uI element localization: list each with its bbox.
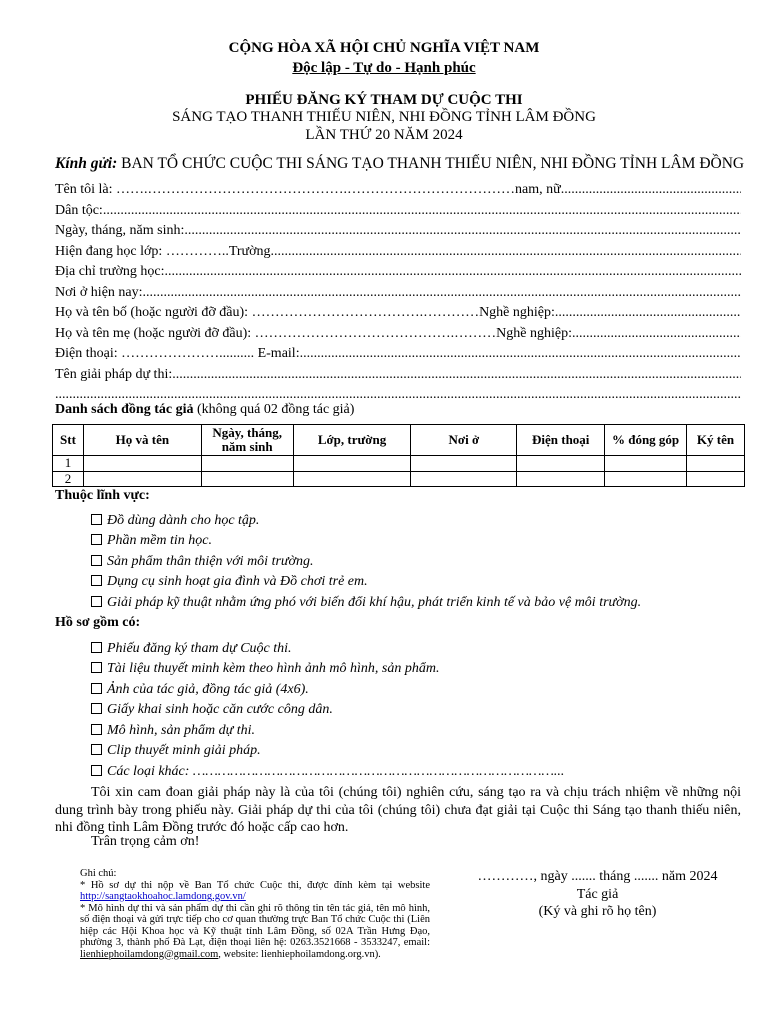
checkbox-climate-solutions[interactable] (91, 595, 641, 611)
col-dob: Ngày, tháng, năm sinh (201, 425, 293, 456)
table-cell[interactable] (293, 471, 411, 487)
checkbox-label: Mô hình, sản phẩm dự thi. (107, 723, 256, 738)
field-class-label: Hiện đang học lớp: …………..Trường (55, 243, 271, 259)
motto (0, 60, 768, 77)
table-cell[interactable] (293, 456, 411, 472)
coauthors-heading (55, 402, 354, 418)
field-school-address[interactable] (55, 262, 741, 283)
field-dob-blank[interactable] (184, 221, 741, 242)
field-residence[interactable] (55, 283, 741, 304)
table-cell[interactable] (411, 471, 517, 487)
field-category-heading: Thuộc lĩnh vực: (55, 488, 150, 503)
checkbox-photos[interactable] (91, 682, 309, 698)
field-mother-label: Họ và tên mẹ (hoặc người đỡ đầu): …………………………………….………Nghề nghiệp: (55, 325, 572, 341)
field-dob-label: Ngày, tháng, năm sinh: (55, 223, 185, 238)
signature-block (450, 868, 745, 921)
signature-role: Tác giả (576, 886, 619, 902)
checkbox-icon[interactable] (91, 642, 102, 653)
table-cell[interactable] (687, 456, 745, 472)
field-school-address-label: Địa chỉ trường học: (55, 264, 165, 279)
field-mother[interactable] (55, 324, 741, 345)
checkbox-registration-form[interactable] (91, 641, 292, 657)
field-father-blank[interactable] (555, 303, 741, 324)
checkbox-label: Sản phẩm thân thiện với môi trường. (107, 554, 314, 569)
coauthors-title: Danh sách đồng tác giả (55, 402, 194, 417)
col-stt: Stt (53, 425, 84, 456)
checkbox-eco-products[interactable] (91, 554, 314, 570)
field-ethnicity[interactable] (55, 201, 741, 222)
checkbox-label: Dụng cụ sinh hoạt gia đình và Đồ chơi trẻ em. (107, 574, 368, 589)
checkbox-icon[interactable] (91, 514, 102, 525)
field-solution-blank[interactable] (172, 365, 741, 386)
checkbox-label: Phần mềm tin học. (107, 533, 212, 548)
table-cell[interactable] (201, 456, 293, 472)
form-title: PHIẾU ĐĂNG KÝ THAM DỰ CUỘC THI (245, 92, 523, 108)
checkbox-label: Giấy khai sinh hoặc căn cước công dân. (107, 702, 333, 717)
checkbox-label: Tài liệu thuyết minh kèm theo hình ảnh mô hình, sản phẩm. (107, 661, 440, 676)
field-ethnicity-label: Dân tộc: (55, 202, 103, 218)
signature-date[interactable]: …………, ngày ....... tháng ....... năm 2024 (477, 869, 718, 884)
table-row (53, 471, 745, 487)
table-cell[interactable] (83, 471, 201, 487)
checkbox-label: Ảnh của tác giả, đồng tác giả (4x6). (107, 682, 309, 697)
table-cell[interactable] (83, 456, 201, 472)
checkbox-icon[interactable] (91, 596, 102, 607)
field-father[interactable] (55, 303, 741, 324)
table-cell[interactable] (517, 456, 605, 472)
notes (80, 868, 430, 960)
col-residence: Nơi ở (411, 425, 517, 456)
row-number: 1 (53, 456, 84, 472)
recipient-line (55, 155, 744, 173)
table-row (53, 456, 745, 472)
field-name-blank[interactable] (561, 180, 741, 201)
note-2 (80, 903, 430, 961)
note-1-text: * Hồ sơ dự thi nộp về Ban Tổ chức Cuộc thi, được đính kèm tại website (80, 879, 430, 891)
table-cell[interactable] (687, 471, 745, 487)
coauthors-note: (không quá 02 đồng tác giả) (193, 402, 355, 417)
checkbox-label: Phiếu đăng ký tham dự Cuộc thi. (107, 641, 292, 656)
field-class[interactable] (55, 242, 741, 263)
recipient-label: Kính gửi: (55, 155, 118, 172)
checkbox-description[interactable] (91, 661, 439, 677)
signature-hint: (Ký và ghi rõ họ tên) (538, 904, 657, 919)
checkbox-icon[interactable] (91, 662, 102, 673)
documents-heading: Hồ sơ gồm có: (55, 615, 141, 630)
checkbox-icon[interactable] (91, 534, 102, 545)
table-header-row (53, 425, 745, 456)
thanks: Trân trọng cảm ơn! (91, 834, 200, 849)
col-phone: Điện thoại (517, 425, 605, 456)
coauthors-table (52, 424, 745, 487)
checkbox-icon[interactable] (91, 555, 102, 566)
checkbox-icon[interactable] (91, 683, 102, 694)
checkbox-other[interactable] (91, 764, 564, 780)
checkbox-software[interactable] (91, 533, 212, 549)
personal-info-fields (55, 180, 741, 406)
field-residence-label: Nơi ở hiện nay: (55, 284, 143, 300)
col-contribution: % đóng góp (605, 425, 687, 456)
row-number: 2 (53, 471, 84, 487)
field-mother-blank[interactable] (572, 324, 741, 345)
table-cell[interactable] (605, 471, 687, 487)
field-school-address-blank[interactable] (164, 262, 741, 283)
field-phone-email[interactable] (55, 344, 741, 365)
website-link[interactable]: http://sangtaokhoahoc.lamdong.gov.vn/ (80, 891, 246, 902)
declaration: Tôi xin cam đoan giải pháp này là của tôi (chúng tôi) nghiên cứu, sáng tạo ra và chịu trách nhiệm về những nội dung trình bày trong phiếu này. Giải pháp dự thi của tôi (chúng tôi) chưa đạt giải tại Cuộc thi Sáng tạo thanh thiếu niên, nhi đồng tỉnh Lâm Đồng trước đó hoặc cấp cao hơn. (55, 785, 741, 835)
nation-header: CỘNG HÒA XÃ HỘI CHỦ NGHĨA VIỆT NAM (228, 40, 540, 56)
contest-name: SÁNG TẠO THANH THIẾU NIÊN, NHI ĐỒNG TỈNH LÂM ĐỒNG (172, 109, 596, 125)
checkbox-id-papers[interactable] (91, 702, 333, 718)
checkbox-icon[interactable] (91, 724, 102, 735)
col-name: Họ và tên (83, 425, 201, 456)
contest-edition: LẦN THỨ 20 NĂM 2024 (305, 127, 463, 143)
checkbox-icon[interactable] (91, 765, 102, 776)
table-cell[interactable] (517, 471, 605, 487)
checkbox-clip[interactable] (91, 743, 261, 759)
checkbox-learning-tools[interactable] (91, 513, 259, 529)
checkbox-label: Giải pháp kỹ thuật nhằm ứng phó với biến đổi khí hậu, phát triển kinh tế và bảo vệ môi trường. (107, 595, 642, 610)
field-residence-blank[interactable] (143, 283, 741, 304)
note-1 (80, 880, 430, 903)
field-solution-label: Tên giải pháp dự thi: (55, 366, 173, 382)
checkbox-household-toys[interactable] (91, 574, 368, 590)
checkbox-label: Các loại khác: ……………………………………………………………………………... (107, 764, 565, 779)
field-ethnicity-blank[interactable] (103, 201, 741, 222)
col-class-school: Lớp, trường (293, 425, 411, 456)
recipient-text: BAN TỔ CHỨC CUỘC THI SÁNG TẠO THANH THIẾU NIÊN, NHI ĐỒNG TỈNH LÂM ĐỒNG (117, 155, 745, 172)
field-dob[interactable] (55, 221, 741, 242)
checkbox-icon[interactable] (91, 575, 102, 586)
note-2-text: * Mô hình dự thi và sản phẩm dự thi cần ghi rõ thông tin tên tác giả, tên mô hình, số điện thoại và gửi trực tiếp cho cơ quan thường trực Ban Tổ chức Cuộc thi (Liên hiệp các Hội Khoa học và Kỹ thuật tỉnh Lâm Đồng, số 02A Trần Hưng Đạo, phường 3, thành phố Đà Lạt, điện thoại liên hệ: 0263.3521668 - 3533247, email: (80, 902, 430, 948)
table-cell[interactable] (605, 456, 687, 472)
field-name-label: Tên tôi là: …….…………………………………….………………………………nam, nữ (55, 182, 561, 197)
motto-text: Độc lập - Tự do - Hạnh phúc (292, 60, 476, 76)
table-cell[interactable] (411, 456, 517, 472)
checkbox-icon[interactable] (91, 703, 102, 714)
field-solution[interactable] (55, 365, 741, 386)
field-email-blank[interactable] (300, 344, 741, 365)
checkbox-model[interactable] (91, 723, 255, 739)
notes-title: Ghi chú: (80, 868, 117, 879)
field-name[interactable] (55, 180, 741, 201)
table-cell[interactable] (201, 471, 293, 487)
checkbox-label: Clip thuyết minh giải pháp. (107, 743, 261, 758)
checkbox-label: Đồ dùng dành cho học tập. (107, 513, 260, 528)
checkbox-icon[interactable] (91, 744, 102, 755)
note-2-suffix: , website: lienhiephoilamdong.org.vn). (218, 948, 381, 960)
field-father-label: Họ và tên bố (hoặc người đỡ đầu): ……………………………….…………Nghề nghiệp: (55, 305, 555, 320)
email-link[interactable]: lienhiephoilamdong@gmail.com (80, 948, 219, 960)
field-phone-label: Điện thoại: ………………….......... E-mail: (55, 346, 300, 361)
col-signature: Ký tên (687, 425, 745, 456)
field-class-blank[interactable] (271, 242, 741, 263)
